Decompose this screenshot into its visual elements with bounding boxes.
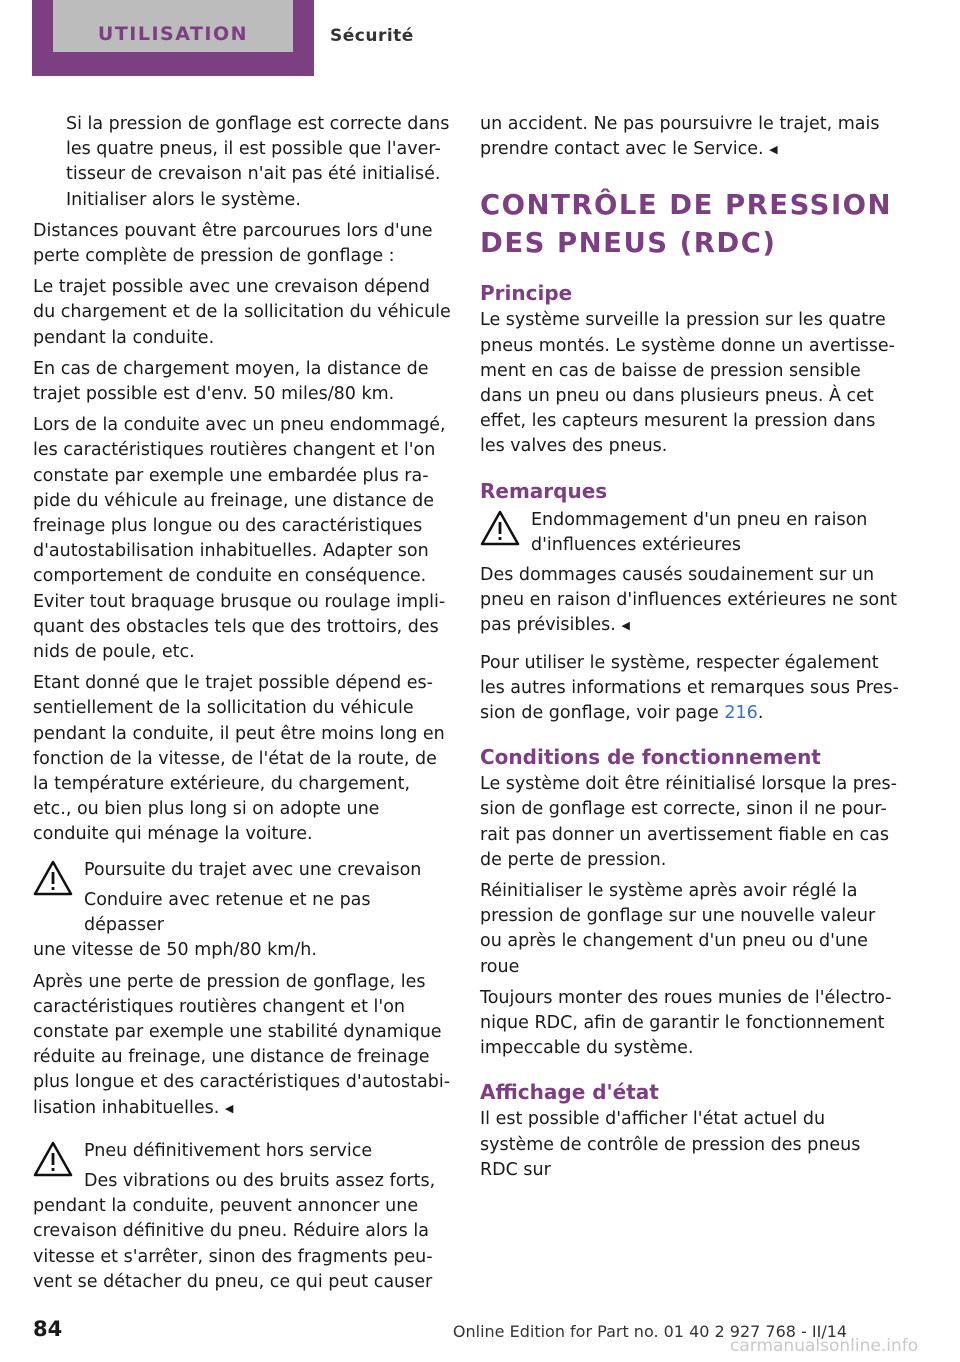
page-number: 84 bbox=[33, 1317, 63, 1341]
subheading-affichage: Affichage d'état bbox=[480, 1080, 659, 1105]
warning-text-first: Conduire avec retenue et ne pas dépasser bbox=[84, 889, 371, 936]
end-mark-icon: ◀ bbox=[224, 1101, 234, 1115]
warning-title-second-line: d'influences extérieures bbox=[531, 534, 741, 555]
warning-text-rest: pendant la conduite, peuvent annoncer une crevaison définitive du pneu. Réduire alors la vitesse et s'arrêter, sinon des fragments peu-vent se détacher du pneu, ce qui peut causer bbox=[33, 1196, 433, 1292]
paragraph-remarques: Pour utiliser le système, respecter également les autres informations et remarques sous Pres-sion de gonflage, voir page 216. bbox=[480, 652, 899, 724]
warning-text-rest bbox=[480, 563, 900, 639]
remarques-text: Pour utiliser le système, respecter également les autres informations et remarques sous Pres-sion de gonflage, voir page bbox=[480, 652, 899, 724]
warning-title: Pneu définitivement hors service bbox=[84, 1140, 373, 1161]
subheading-principe: Principe bbox=[480, 281, 573, 306]
paragraph-pneu-endommage: Lors de la conduite avec un pneu endommagé, les caractéristiques routières changent et l'on constate par exemple une embardée plus ra-pide du véhicule au freinage, une distance de freinage plus longue ou des caractéristiques d'autostabilisation inhabituelles. Adapter son comportement de conduite en conséquence. Eviter tout braquage brusque ou roulage impli-quant des obstacles tels que des trottoirs, des nids de poule, etc. bbox=[33, 415, 446, 663]
paragraph-affichage: Il est possible d'afficher l'état actuel du système de contrôle de pression des pneus RDC sur bbox=[480, 1109, 861, 1180]
right-column bbox=[480, 112, 900, 1189]
paragraph-continuation bbox=[480, 112, 900, 162]
warning-triangle-icon bbox=[33, 1141, 73, 1177]
paragraph-apres-perte-text: Après une perte de pression de gonflage, les caractéristiques routières changent et l'on constate par exemple une stabilité dynamique réduite au freinage, une distance de freinage plus longue et des caractéristiques d'autostabi-lisation inhabituelles. bbox=[33, 971, 451, 1118]
warning-poursuite bbox=[33, 858, 451, 964]
warning-text: Des dommages causés soudainement sur un pneu en raison d'influences extérieures ne sont pas prévisibles. bbox=[480, 565, 898, 636]
paragraph-conditions-2: Réinitialiser le système après avoir réglé la pression de gonflage sur une nouvelle valeur ou après le changement d'un pneu ou d'une roue bbox=[480, 881, 876, 977]
tab-utilisation bbox=[32, 0, 314, 76]
warning-pneu-hors-service bbox=[33, 1139, 451, 1295]
tab-utilisation-label: UTILISATION bbox=[97, 23, 249, 45]
left-column bbox=[33, 112, 451, 1301]
warning-title: Poursuite du trajet avec une crevaison bbox=[84, 859, 422, 880]
tab-utilisation-label-box bbox=[53, 0, 293, 52]
warning-text-first: Des vibrations ou des bruits assez forts, bbox=[84, 1170, 436, 1191]
tab-securite: Sécurité bbox=[330, 26, 414, 46]
warning-endommagement bbox=[480, 508, 900, 639]
paragraph-principe: Le système surveille la pression sur les quatre pneus montés. Le système donne un avertisse-ment en cas de baisse de pression sensible dans un pneu ou dans plusieurs pneus. À cet effet, les capteurs mesurent la pression dans les valves des pneus. bbox=[480, 310, 895, 457]
paragraph-trajet: Le trajet possible avec une crevaison dépend du chargement et de la sollicitation du véhicule pendant la conduite. bbox=[33, 277, 451, 348]
watermark-text: carmanualsonline.info bbox=[730, 1336, 919, 1356]
paragraph-apres-perte bbox=[33, 970, 451, 1121]
warning-title: Endommagement d'un pneu en raison bbox=[531, 509, 868, 530]
paragraph-chargement: En cas de chargement moyen, la distance de trajet possible est d'env. 50 miles/80 km. bbox=[33, 358, 429, 405]
section-heading-rdc: CONTRÔLE DE PRESSION DES PNEUS (RDC) bbox=[480, 189, 893, 260]
subheading-remarques: Remarques bbox=[480, 478, 608, 503]
edition-footer: Online Edition for Part no. 01 40 2 927 768 - II/14 bbox=[452, 1322, 848, 1341]
paragraph-trajet-possible: Etant donné que le trajet possible dépend es-sentiellement de la sollicitation du véhicule pendant la conduite, il peut être moins long en fonction de la vitesse, de l'état de la route, de la température extérieure, du chargement, etc., ou bien plus long si on adopte une conduite qui ménage la voiture. bbox=[33, 673, 445, 845]
subheading-conditions: Conditions de fonctionnement bbox=[480, 745, 821, 770]
paragraph-distances: Distances pouvant être parcourues lors d'une perte complète de pression de gonflage : bbox=[33, 220, 433, 267]
warning-text-rest: une vitesse de 50 mph/80 km/h. bbox=[33, 940, 317, 961]
continuation-text: un accident. Ne pas poursuivre le trajet, mais prendre contact avec le Service. bbox=[480, 114, 880, 160]
intro-paragraph: Si la pression de gonflage est correcte dans les quatre pneus, il est possible que l'aver-tisseur de crevaison n'ait pas été initialisé. Initialiser alors le système. bbox=[66, 114, 450, 210]
end-mark-icon: ◀ bbox=[621, 619, 630, 633]
paragraph-conditions-3: Toujours monter des roues munies de l'électro-nique RDC, afin de garantir le fonctionnement impeccable du système. bbox=[480, 987, 892, 1059]
paragraph-conditions-1: Le système doit être réinitialisé lorsque la pres-sion de gonflage est correcte, sinon il ne pour-rait pas donner un avertissement fiable en cas de perte de pression. bbox=[480, 774, 897, 870]
page-reference-link[interactable]: 216 bbox=[724, 703, 758, 724]
warning-triangle-icon bbox=[33, 860, 73, 896]
end-mark-icon: ◀ bbox=[769, 143, 778, 157]
warning-triangle-icon bbox=[480, 510, 520, 546]
